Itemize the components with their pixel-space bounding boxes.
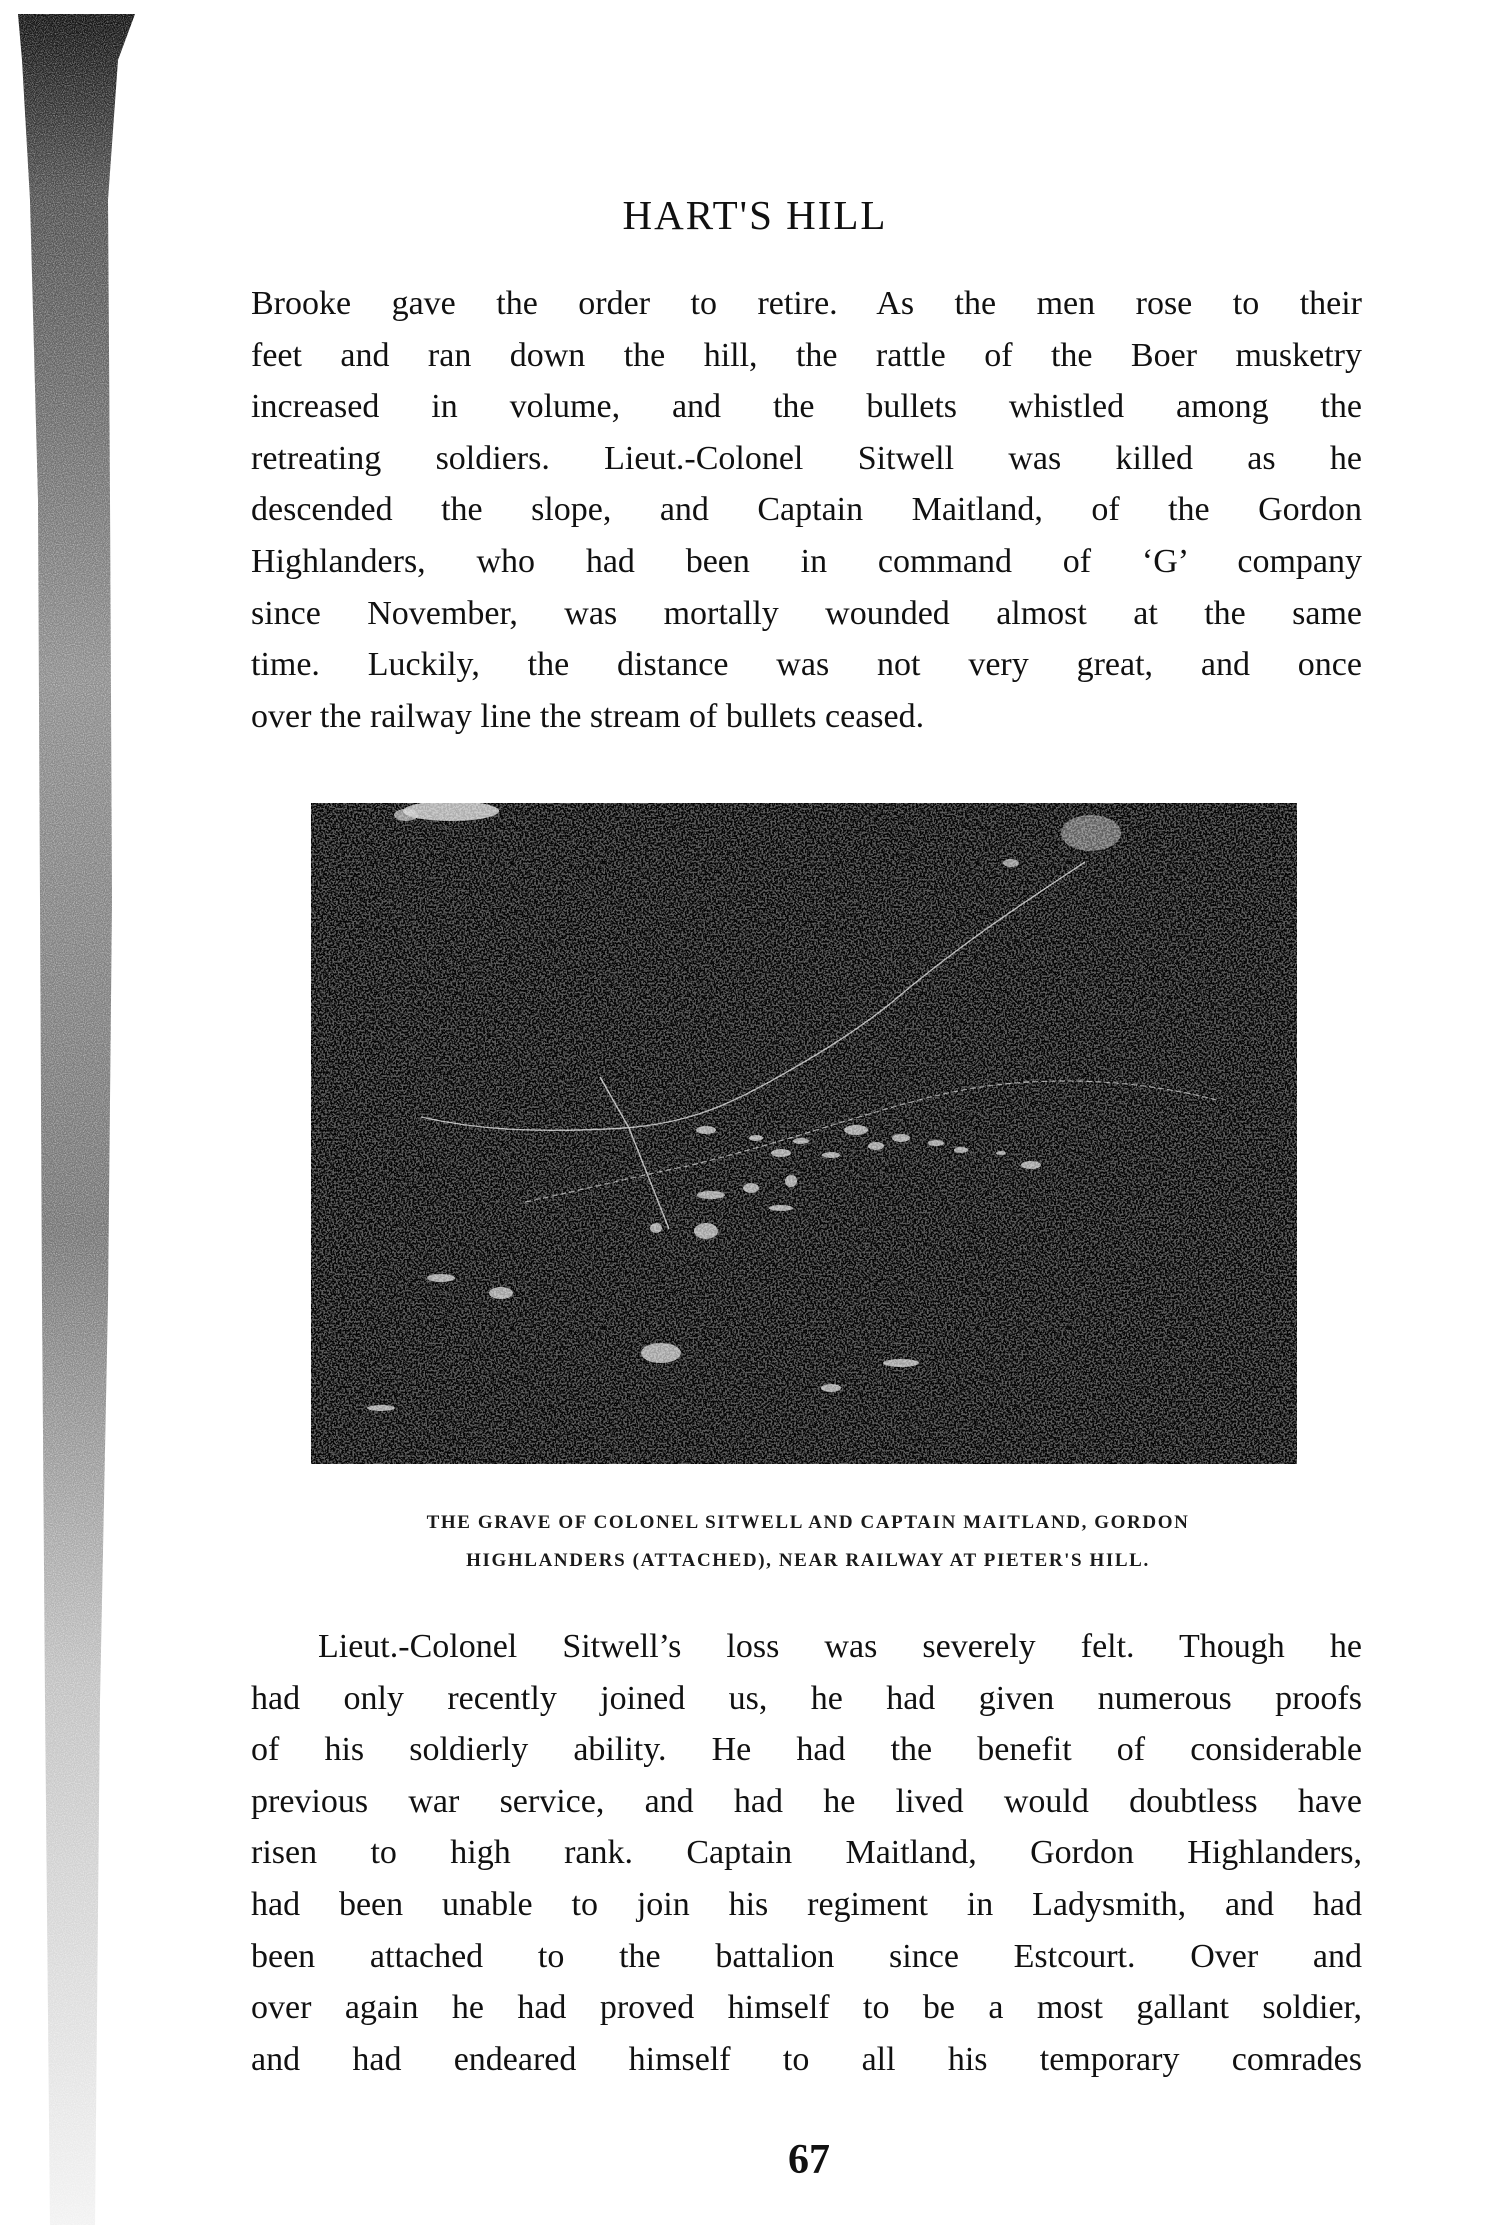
photo-content (311, 803, 1297, 1464)
text-line: had only recently joined us, he had given numerous proofs (251, 1679, 1362, 1717)
text-line: risen to high rank. Captain Maitland, Gordon Highlanders, (251, 1834, 1362, 1872)
scan-gutter-shadow (0, 0, 150, 2225)
text-line: and had endeared himself to all his temporary comrades (251, 2040, 1362, 2078)
text-line: Brooke gave the order to retire. As the men rose to their (251, 285, 1362, 322)
page-number: 67 (788, 2137, 830, 2183)
grave-photograph (311, 803, 1297, 1464)
caption-line: THE GRAVE OF COLONEL SITWELL AND CAPTAIN MAITLAND, GORDON (426, 1512, 1190, 1533)
text-line: of his soldierly ability. He had the benefit of considerable (251, 1731, 1362, 1769)
text-line: over the railway line the stream of bullets ceased. (251, 697, 925, 735)
figure-caption (300, 1504, 1316, 1580)
caption-line: HIGHLANDERS (ATTACHED), NEAR RAILWAY AT PIETER'S HILL. (466, 1550, 1150, 1571)
text-line: Highlanders, who had been in command of ‘G’ company (251, 542, 1362, 580)
text-line: time. Luckily, the distance was not very great, and once (251, 646, 1362, 684)
text-line: been attached to the battalion since Estcourt. Over and (251, 1937, 1362, 1975)
text-line: had been unable to join his regiment in Ladysmith, and had (251, 1885, 1362, 1923)
text-line: descended the slope, and Captain Maitland, of the Gordon (251, 491, 1362, 529)
running-head: HART'S HILL (622, 192, 888, 238)
paragraph-1 (251, 278, 1362, 742)
paragraph-2 (251, 1621, 1362, 2085)
text-line: since November, was mortally wounded almost at the same (251, 594, 1362, 632)
text-line: retreating soldiers. Lieut.-Colonel Sitwell was killed as he (251, 439, 1362, 477)
text-line: feet and ran down the hill, the rattle of the Boer musketry (251, 336, 1362, 374)
text-line: Lieut.-Colonel Sitwell’s loss was severely felt. Though he (318, 1628, 1362, 1665)
text-line: previous war service, and had he lived would doubtless have (251, 1782, 1362, 1820)
text-line: increased in volume, and the bullets whistled among the (251, 388, 1362, 426)
text-line: over again he had proved himself to be a most gallant soldier, (251, 1989, 1362, 2027)
